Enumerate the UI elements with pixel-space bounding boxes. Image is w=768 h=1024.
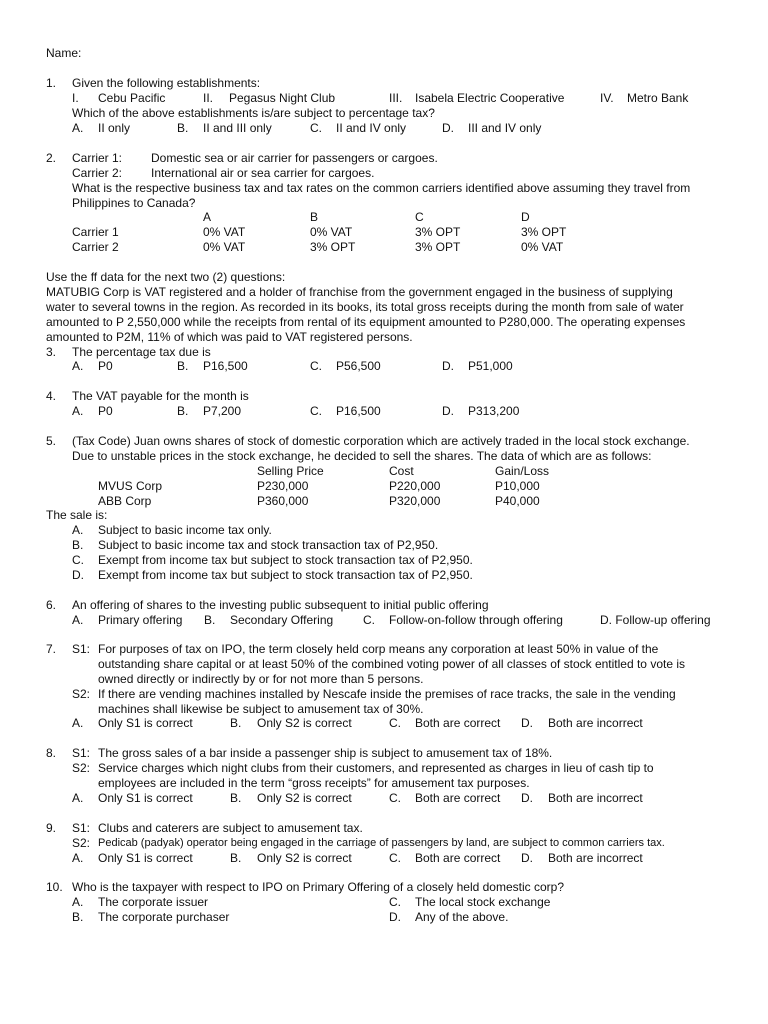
option-text: II and IV only — [336, 121, 407, 135]
option-letter: D. — [72, 568, 84, 582]
q7-s1-text: outstanding share capital or at least 50% of the combined voting power of all classes of stock entitled to vote is — [98, 657, 685, 671]
q2-col-header: B — [310, 210, 319, 224]
option-text: D. Follow-up offering — [600, 613, 711, 627]
q3-question: The percentage tax due is — [72, 345, 211, 359]
q5-cell: P360,000 — [257, 494, 309, 508]
q5-cell: P40,000 — [495, 494, 540, 508]
q8-number: 8. — [46, 746, 57, 760]
option-text: Both are incorrect — [548, 851, 643, 865]
q10-number: 10. — [46, 880, 63, 894]
q2-question: Philippines to Canada? — [72, 196, 196, 210]
q5-sale-label: The sale is: — [46, 508, 108, 522]
option-text: Both are correct — [415, 791, 501, 805]
option-text: The local stock exchange — [415, 895, 551, 909]
q5-col-header: Gain/Loss — [495, 464, 550, 478]
q8-s2-label: S2: — [72, 761, 91, 775]
q2-cell: 0% VAT — [203, 225, 246, 239]
q5-col-header: Selling Price — [257, 464, 324, 478]
q2-cell: 0% VAT — [203, 240, 246, 254]
option-letter: C. — [389, 895, 401, 909]
option-text: P0 — [98, 404, 113, 418]
option-letter: D. — [442, 359, 454, 373]
q5-cell: P320,000 — [389, 494, 441, 508]
q2-col-header: C — [415, 210, 424, 224]
q5-text: Due to unstable prices in the stock exchange, he decided to sell the shares. The data of which are as follows: — [72, 449, 652, 463]
option-text: Exempt from income tax but subject to stock transaction tax of P2,950. — [98, 553, 473, 567]
q2-carrier1-label: Carrier 1: — [72, 151, 123, 165]
option-letter: A. — [72, 121, 84, 135]
q7-s1-label: S1: — [72, 642, 91, 656]
q5-row-label: ABB Corp — [98, 494, 152, 508]
data-line: amounted to P 2,550,000 while the receipts from rental of its equipment amounted to P280,000. The operating expenses — [46, 315, 686, 329]
option-text: Both are correct — [415, 851, 501, 865]
option-text: Only S1 is correct — [98, 716, 193, 730]
q6-question: An offering of shares to the investing public subsequent to initial public offering — [72, 598, 489, 612]
q8-s2-text: employees are included in the term “gross receipts” for amusement tax purposes. — [98, 776, 530, 790]
option-letter: C. — [363, 613, 375, 627]
q2-cell: 0% VAT — [310, 225, 353, 239]
option-text: II only — [98, 121, 131, 135]
option-letter: B. — [72, 538, 84, 552]
q2-number: 2. — [46, 151, 57, 165]
q9-s2-label: S2: — [72, 836, 91, 850]
q9-s1-text: Clubs and caterers are subject to amusement tax. — [98, 821, 363, 835]
option-letter: B. — [204, 613, 216, 627]
q8-s2-text: Service charges which night clubs from their customers, and represented as charges in lieu of cash tip to — [98, 761, 654, 775]
q5-cell: P220,000 — [389, 479, 441, 493]
option-letter: D. — [442, 121, 454, 135]
option-text: Any of the above. — [415, 910, 509, 924]
option-letter: C. — [389, 716, 401, 730]
q7-number: 7. — [46, 642, 57, 656]
option-letter: C. — [310, 121, 322, 135]
q1-number: 1. — [46, 76, 57, 90]
option-text: P7,200 — [203, 404, 242, 418]
option-text: P16,500 — [203, 359, 248, 373]
q3-number: 3. — [46, 345, 57, 359]
option-letter: D. — [521, 791, 533, 805]
option-text: Subject to basic income tax only. — [98, 523, 272, 537]
option-text: II and III only — [203, 121, 272, 135]
q9-number: 9. — [46, 821, 57, 835]
option-letter: C. — [389, 791, 401, 805]
data-lead: Use the ff data for the next two (2) questions: — [46, 270, 286, 284]
q2-col-header: A — [203, 210, 212, 224]
q2-carrier2-label: Carrier 2: — [72, 166, 123, 180]
option-text: P16,500 — [336, 404, 381, 418]
q9-s2-text: Pedicab (padyak) operator being engaged in the carriage of passengers by land, are subject to common carriers tax. — [98, 837, 665, 849]
q2-carrier2-text: International air or sea carrier for cargoes. — [151, 166, 375, 180]
q2-cell: 3% OPT — [310, 240, 356, 254]
q4-number: 4. — [46, 389, 57, 403]
q1-item: Isabela Electric Cooperative — [415, 91, 565, 105]
q2-cell: 3% OPT — [521, 225, 567, 239]
name-label: Name: — [46, 46, 82, 60]
q1-lead: Given the following establishments: — [72, 76, 261, 90]
option-letter: A. — [72, 716, 84, 730]
q5-cell: P10,000 — [495, 479, 540, 493]
option-text: P56,500 — [336, 359, 381, 373]
q2-cell: 3% OPT — [415, 240, 461, 254]
option-letter: B. — [230, 851, 242, 865]
q4-question: The VAT payable for the month is — [72, 389, 249, 403]
q2-row-label: Carrier 1 — [72, 225, 119, 239]
q7-s1-text: For purposes of tax on IPO, the term closely held corp means any corporation at least 50% in value of the — [98, 642, 659, 656]
q7-s2-label: S2: — [72, 687, 91, 701]
option-letter: B. — [177, 121, 189, 135]
option-text: Only S2 is correct — [257, 716, 352, 730]
data-line: MATUBIG Corp is VAT registered and a holder of franchise from the government engaged in the business of supplying — [46, 285, 673, 299]
q5-col-header: Cost — [389, 464, 414, 478]
q6-number: 6. — [46, 598, 57, 612]
option-letter: D. — [442, 404, 454, 418]
option-letter: A. — [72, 851, 84, 865]
option-letter: B. — [177, 404, 189, 418]
q1-item-num: II. — [203, 91, 214, 105]
option-letter: B. — [72, 910, 84, 924]
option-letter: A. — [72, 613, 84, 627]
option-letter: B. — [230, 791, 242, 805]
option-text: P313,200 — [468, 404, 520, 418]
option-letter: A. — [72, 791, 84, 805]
data-line: water to several towns in the region. As recorded in its books, its total gross receipts during the month from sale of water — [46, 300, 684, 314]
q2-question: What is the respective business tax and tax rates on the common carriers identified above assuming they travel from — [72, 181, 691, 195]
option-text: Primary offering — [98, 613, 183, 627]
q5-row-label: MVUS Corp — [98, 479, 163, 493]
option-letter: A. — [72, 359, 84, 373]
option-letter: A. — [72, 404, 84, 418]
option-text: Only S2 is correct — [257, 851, 352, 865]
option-letter: B. — [177, 359, 189, 373]
option-letter: C. — [72, 553, 84, 567]
option-letter: A. — [72, 523, 84, 537]
option-text: Both are incorrect — [548, 791, 643, 805]
q1-item: Metro Bank — [627, 91, 689, 105]
option-letter: C. — [310, 404, 322, 418]
option-letter: D. — [521, 716, 533, 730]
q5-text: (Tax Code) Juan owns shares of stock of domestic corporation which are actively traded in the local stock exchange. — [72, 434, 690, 448]
q8-s1-text: The gross sales of a bar inside a passenger ship is subject to amusement tax of 18%. — [98, 746, 553, 760]
option-text: The corporate purchaser — [98, 910, 230, 924]
q9-s1-label: S1: — [72, 821, 91, 835]
option-letter: D. — [389, 910, 401, 924]
option-text: P0 — [98, 359, 113, 373]
q10-question: Who is the taxpayer with respect to IPO on Primary Offering of a closely held domestic corp? — [72, 880, 564, 894]
q5-number: 5. — [46, 434, 57, 448]
option-letter: C. — [389, 851, 401, 865]
q1-question: Which of the above establishments is/are subject to percentage tax? — [72, 106, 435, 120]
data-line: amounted to P2M, 11% of which was paid to VAT registered persons. — [46, 330, 413, 344]
option-text: Only S2 is correct — [257, 791, 352, 805]
option-text: Secondary Offering — [230, 613, 334, 627]
option-text: P51,000 — [468, 359, 513, 373]
q1-item: Cebu Pacific — [98, 91, 166, 105]
option-letter: C. — [310, 359, 322, 373]
q5-cell: P230,000 — [257, 479, 309, 493]
option-letter: D. — [521, 851, 533, 865]
option-letter: A. — [72, 895, 84, 909]
option-text: Subject to basic income tax and stock transaction tax of P2,950. — [98, 538, 439, 552]
q7-s1-text: owned directly or indirectly by or for not more than 5 persons. — [98, 672, 424, 686]
option-text: The corporate issuer — [98, 895, 209, 909]
q2-row-label: Carrier 2 — [72, 240, 119, 254]
option-letter: B. — [230, 716, 242, 730]
q2-cell: 3% OPT — [415, 225, 461, 239]
q2-carrier1-text: Domestic sea or air carrier for passengers or cargoes. — [151, 151, 438, 165]
option-text: Only S1 is correct — [98, 851, 193, 865]
q2-col-header: D — [521, 210, 530, 224]
option-text: Both are incorrect — [548, 716, 643, 730]
q2-cell: 0% VAT — [521, 240, 564, 254]
q8-s1-label: S1: — [72, 746, 91, 760]
q7-s2-text: If there are vending machines installed by Nescafe inside the premises of race tracks, the sale in the vending — [98, 687, 676, 701]
option-text: Follow-on-follow through offering — [389, 613, 563, 627]
option-text: Only S1 is correct — [98, 791, 193, 805]
q1-item-num: I. — [72, 91, 79, 105]
q1-item-num: III. — [389, 91, 403, 105]
option-text: Exempt from income tax but subject to stock transaction tax of P2,950. — [98, 568, 473, 582]
q1-item: Pegasus Night Club — [229, 91, 336, 105]
option-text: III and IV only — [468, 121, 542, 135]
q1-item-num: IV. — [600, 91, 614, 105]
q7-s2-text: machines shall likewise be subject to amusement tax of 30%. — [98, 702, 424, 716]
option-text: Both are correct — [415, 716, 501, 730]
